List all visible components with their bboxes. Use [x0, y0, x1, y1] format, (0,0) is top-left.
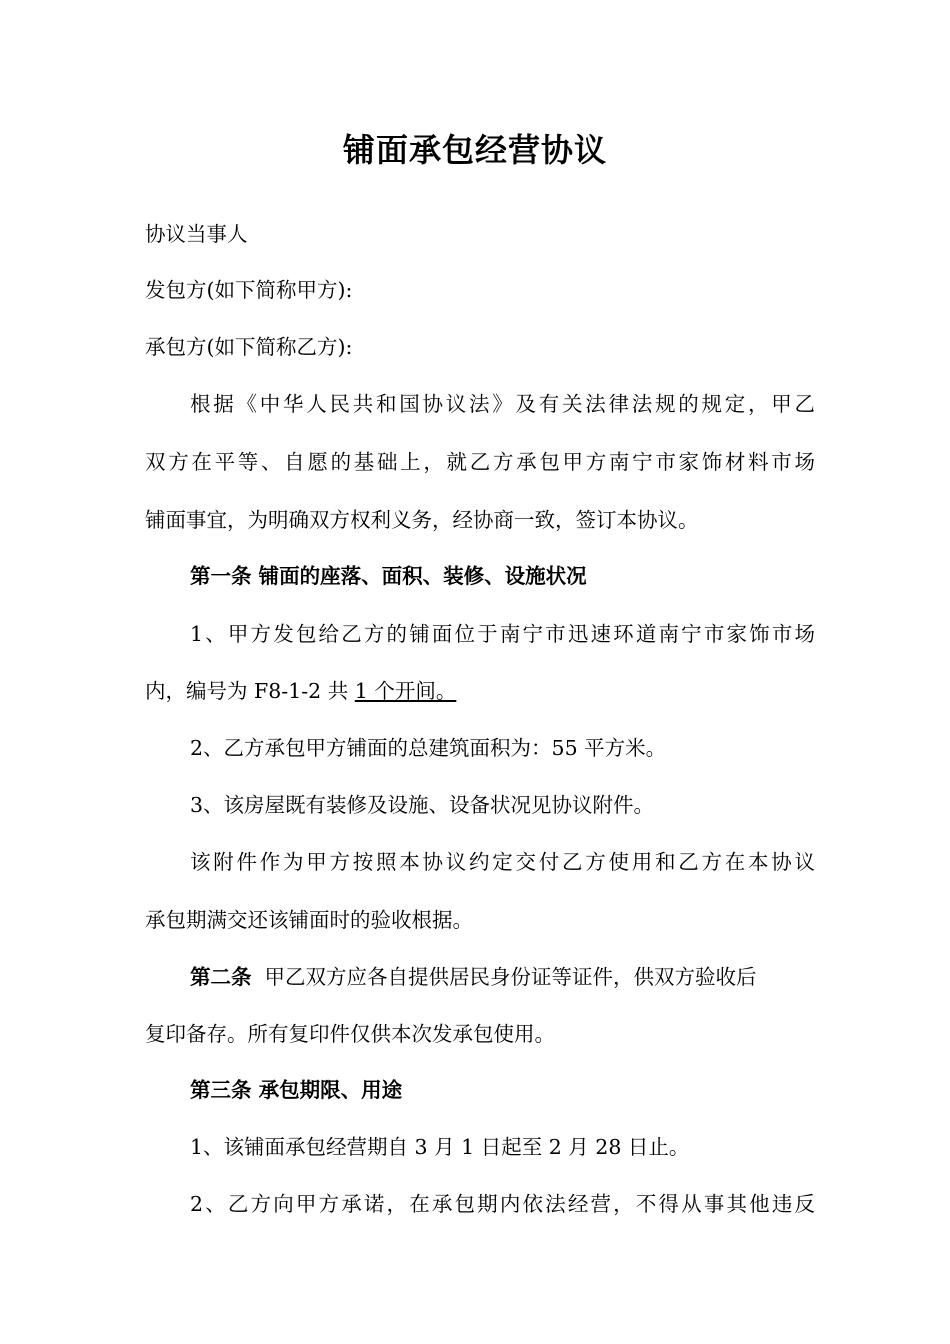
preamble-line-2: 双方在平等、自愿的基础上，就乙方承包甲方南宁市家饰材料市场 — [145, 450, 815, 474]
article-3-item-1: 1、该铺面承包经营期自 3 月 1 日起至 2 月 28 日止。 — [190, 1135, 690, 1159]
preamble-line-1: 根据《中华人民共和国协议法》及有关法律法规的规定，甲乙 — [190, 392, 815, 416]
article-2-text: 甲乙双方应各自提供居民身份证等证件，供双方验收后 — [251, 965, 757, 989]
party-b-line: 承包方(如下简称乙方): — [145, 335, 353, 359]
article-1-item-1-prefix: 内，编号为 F8-1-2 共 — [145, 679, 355, 703]
article-2-line-2: 复印备存。所有复印件仅供本次发承包使用。 — [145, 1022, 555, 1046]
preamble-line-3: 铺面事宜，为明确双方权利义务，经协商一致，签订本协议。 — [145, 508, 699, 532]
article-1-item-3: 3、该房屋既有装修及设施、设备状况见协议附件。 — [190, 793, 655, 817]
party-a-line: 发包方(如下简称甲方): — [145, 278, 353, 302]
article-1-item-2: 2、乙方承包甲方铺面的总建筑面积为：55 平方米。 — [190, 736, 667, 760]
parties-heading: 协议当事人 — [145, 222, 248, 246]
article-1-item-1-line-1: 1、甲方发包给乙方的铺面位于南宁市迅速环道南宁市家饰市场 — [190, 622, 815, 646]
article-1-heading: 第一条 铺面的座落、面积、装修、设施状况 — [190, 564, 587, 588]
document-title: 铺面承包经营协议 — [342, 131, 607, 169]
article-1-item-1-line-2 — [145, 677, 815, 705]
article-1-item-1-underlined: 1 个开间。 — [354, 679, 457, 703]
article-3-heading: 第三条 承包期限、用途 — [190, 1078, 403, 1102]
article-1-note-line-2: 承包期满交还该铺面时的验收根据。 — [145, 908, 473, 932]
article-2-line-1 — [190, 963, 815, 991]
article-2-label: 第二条 — [190, 965, 252, 989]
article-3-item-2-line-1: 2、乙方向甲方承诺，在承包期内依法经营，不得从事其他违反 — [190, 1192, 815, 1216]
article-1-note-line-1: 该附件作为甲方按照本协议约定交付乙方使用和乙方在本协议 — [190, 850, 815, 874]
